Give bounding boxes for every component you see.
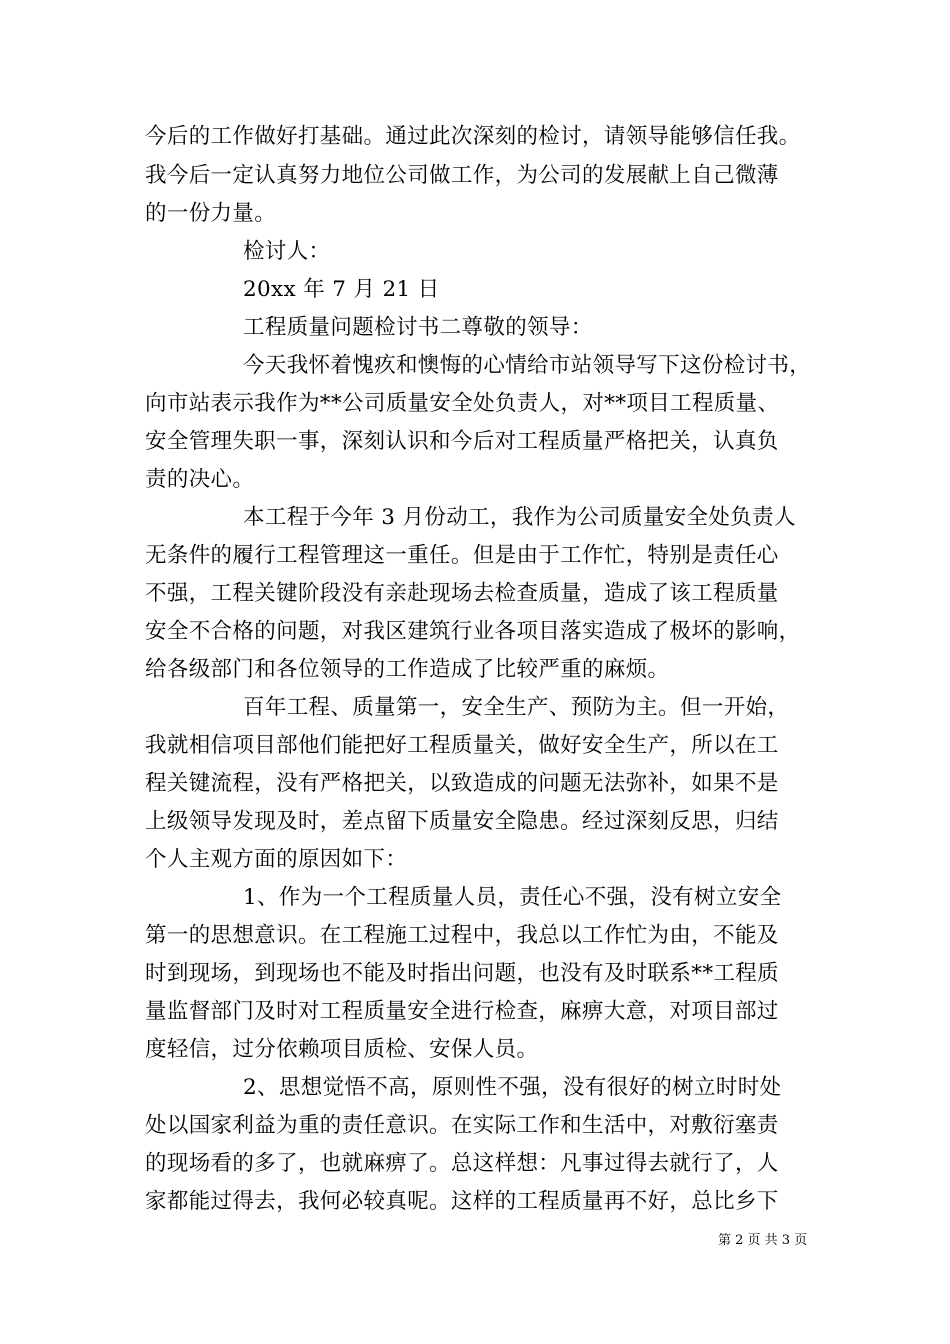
- body-line-29: 家都能过得去，我何必较真呢。这样的工程质量再不好，总比乡下: [145, 1189, 779, 1214]
- page-number: 第 2 页 共 3 页: [718, 1233, 808, 1248]
- body-line-26: 2、思想觉悟不高，原则性不强，没有很好的树立时时处: [243, 1075, 782, 1100]
- body-line-28: 的现场看的多了，也就麻痹了。总这样想：凡事过得去就行了，人: [145, 1151, 779, 1176]
- body-line-25: 度轻信，过分依赖项目质检、安保人员。: [145, 1037, 539, 1062]
- body-line-3: 的一份力量。: [145, 201, 277, 226]
- section-title: 工程质量问题检讨书二尊敬的领导：: [243, 315, 593, 340]
- body-line-23: 时到现场，到现场也不能及时指出问题，也没有及时联系**工程质: [145, 961, 780, 986]
- body-line-17: 我就相信项目部他们能把好工程质量关，做好安全生产，所以在工: [145, 733, 779, 758]
- body-line-9: 安全管理失职一事，深刻认识和今后对工程质量严格把关，认真负: [145, 429, 779, 454]
- body-line-13: 不强，工程关键阶段没有亲赴现场去检查质量，造成了该工程质量: [145, 581, 779, 606]
- body-line-7: 今天我怀着愧疚和懊悔的心情给市站领导写下这份检讨书，: [243, 353, 812, 378]
- body-line-24: 量监督部门及时对工程质量安全进行检查，麻痹大意，对项目部过: [145, 999, 779, 1024]
- body-line-11: 本工程于今年 3 月份动工，我作为公司质量安全处负责人: [243, 505, 796, 530]
- body-line-22: 第一的思想意识。在工程施工过程中，我总以工作忙为由，不能及: [145, 923, 779, 948]
- signature-label: 检讨人：: [243, 239, 331, 264]
- body-line-15: 给各级部门和各位领导的工作造成了比较严重的麻烦。: [145, 657, 670, 682]
- body-line-12: 无条件的履行工程管理这一重任。但是由于工作忙，特别是责任心: [145, 543, 779, 568]
- body-line-2: 我今后一定认真努力地位公司做工作，为公司的发展献上自己微薄: [145, 163, 779, 188]
- body-line-10: 责的决心。: [145, 467, 255, 492]
- body-line-27: 处以国家利益为重的责任意识。在实际工作和生活中，对敷衍塞责: [145, 1113, 779, 1138]
- signature-date: 20xx 年 7 月 21 日: [243, 277, 440, 302]
- body-line-21: 1、作为一个工程质量人员，责任心不强，没有树立安全: [243, 885, 782, 910]
- body-line-14: 安全不合格的问题，对我区建筑行业各项目落实造成了极坏的影响，: [145, 619, 801, 644]
- body-line-16: 百年工程、质量第一，安全生产、预防为主。但一开始，: [243, 695, 790, 720]
- body-line-8: 向市站表示我作为**公司质量安全处负责人，对**项目工程质量、: [145, 391, 780, 416]
- body-line-1: 今后的工作做好打基础。通过此次深刻的检讨，请领导能够信任我。: [145, 124, 801, 149]
- body-line-20: 个人主观方面的原因如下：: [145, 847, 408, 872]
- body-line-18: 程关键流程，没有严格把关，以致造成的问题无法弥补，如果不是: [145, 771, 779, 796]
- body-line-19: 上级领导发现及时，差点留下质量安全隐患。经过深刻反思，归结: [145, 809, 779, 834]
